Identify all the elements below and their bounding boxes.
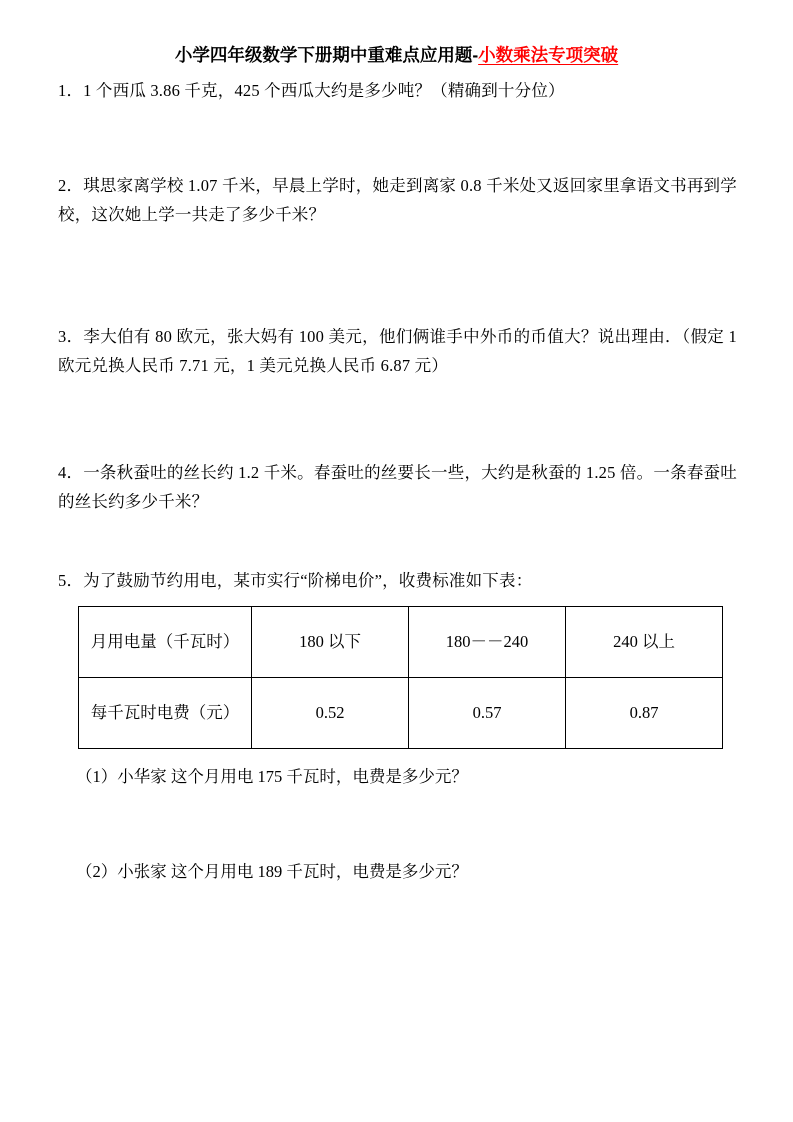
page-title-main: 小学四年级数学下册期中重难点应用题- — [174, 45, 479, 65]
question-4 — [56, 459, 737, 517]
table-cell-usage-1: 180 以下 — [252, 606, 409, 677]
table-row-label-price: 每千瓦时电费（元） — [79, 677, 252, 748]
question-5-text: 5．为了鼓励节约用电，某市实行“阶梯电价”，收费标准如下表： — [58, 570, 533, 590]
question-3 — [56, 323, 737, 381]
table-cell-price-1: 0.52 — [252, 677, 409, 748]
question-1 — [56, 77, 737, 106]
page-title — [56, 44, 737, 67]
page-title-highlight: 小数乘法专项突破 — [478, 45, 619, 65]
sub-question-2: （2）小张家 这个月用电 189 千瓦时，电费是多少元？ — [76, 861, 468, 881]
question-2 — [56, 172, 737, 230]
answer-space-4 — [56, 517, 737, 567]
question-2-text: 2．琪思家离学校 1.07 千米，早晨上学时，她走到离家 0.8 千米处又返回家里拿语文书再到学校，这次她上学一共走了多少千米？ — [58, 175, 737, 224]
answer-space-5-1 — [56, 792, 737, 858]
table-row — [79, 677, 723, 748]
answer-space-3 — [56, 381, 737, 459]
question-4-text: 4．一条秋蚕吐的丝长约 1.2 千米。春蚕吐的丝要长一些，大约是秋蚕的 1.25 倍。一条春蚕吐的丝长约多少千米？ — [58, 463, 737, 511]
table-cell-usage-2: 180－－240 — [409, 606, 566, 677]
table-cell-price-2: 0.57 — [409, 677, 566, 748]
sub-question-1: （1）小华家 这个月用电 175 千瓦时，电费是多少元？ — [76, 766, 468, 786]
electricity-rate-table — [78, 606, 723, 749]
table-row-label-usage: 月用电量（千瓦时） — [79, 606, 252, 677]
table-cell-usage-3: 240 以上 — [566, 606, 723, 677]
answer-space-1 — [56, 106, 737, 172]
question-3-text: 3．李大伯有 80 欧元，张大妈有 100 美元，他们俩谁手中外币的币值大？说出理由．（假定 1 欧元兑换人民币 7.71 元，1 美元兑换人民币 6.87 元） — [58, 327, 737, 376]
table-row — [79, 606, 723, 677]
table-cell-price-3: 0.87 — [566, 677, 723, 748]
question-5 — [56, 567, 737, 596]
question-1-text: 1．1 个西瓜 3.86 千克，425 个西瓜大约是多少吨？（精确到十分位） — [58, 80, 565, 100]
spacer — [56, 749, 737, 763]
answer-space-2 — [56, 229, 737, 323]
